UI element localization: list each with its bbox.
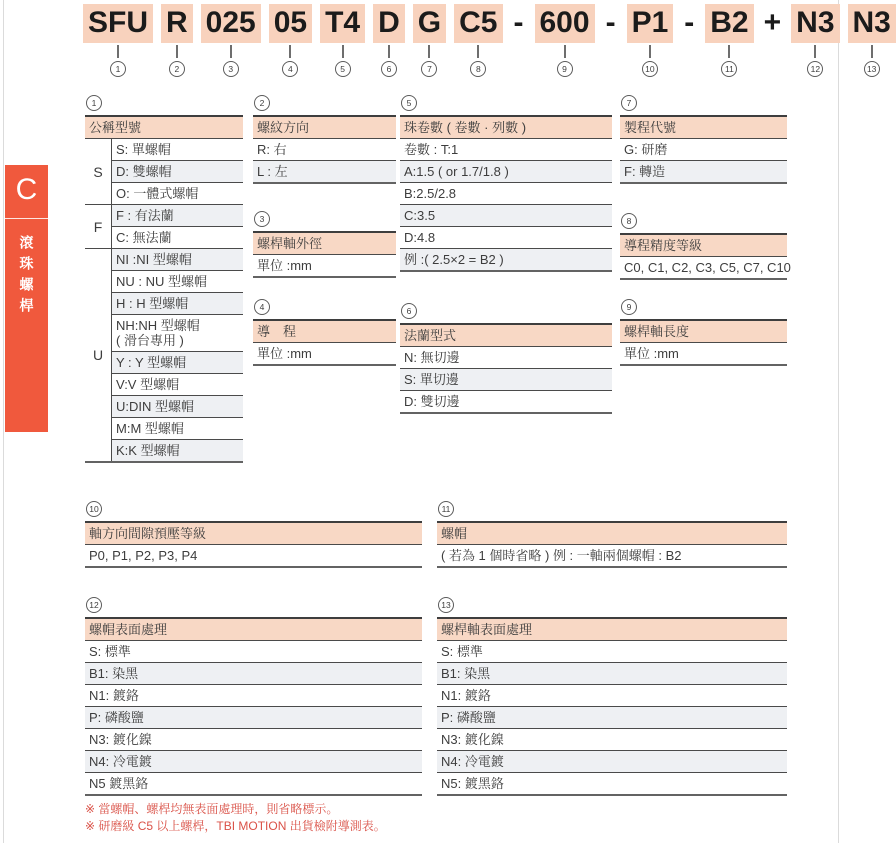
- footer-note-2: ※ 研磨級 C5 以上螺桿，TBI MOTION 出貨檢附導測表。: [85, 819, 386, 833]
- row-text: O: 一體式螺帽: [116, 186, 199, 201]
- model-code-segment: [320, 4, 365, 77]
- table-header: 螺桿軸長度: [620, 321, 787, 343]
- row-text: M:M 型螺帽: [116, 421, 184, 436]
- segment-tick-line: [230, 45, 232, 58]
- table-row: D:4.8: [400, 226, 612, 248]
- table-row: S: 單切邊: [400, 368, 612, 390]
- chapter-label: 滾珠螺桿: [18, 235, 35, 319]
- model-code-segment-text: T4: [320, 4, 365, 43]
- section-lead: [253, 299, 396, 366]
- table-row: [112, 139, 243, 160]
- section-number-badge: 1: [86, 95, 102, 111]
- table-header: 螺桿軸表面處理: [437, 619, 787, 641]
- flange-type-table: [400, 323, 612, 414]
- segment-tick-line: [117, 45, 119, 58]
- model-code-segment: [627, 4, 674, 77]
- segment-tick-line: [728, 45, 730, 58]
- table-row: N5: 鍍黑鉻: [437, 772, 787, 794]
- segment-number-badge: 3: [223, 61, 239, 77]
- model-code-segment-text: +: [763, 6, 782, 39]
- model-code-segment-text: -: [684, 6, 695, 39]
- table-row: F: 轉造: [620, 160, 787, 182]
- table-row: [112, 395, 243, 417]
- model-code-segment: [791, 4, 839, 77]
- table-row: [112, 439, 243, 461]
- table-row: 卷數 : T:1: [404, 142, 459, 157]
- section-shaft-outer-diameter: [253, 211, 396, 278]
- table-row: ( 若為 1 個時省略 ) 例 : 一軸兩個螺帽 : B2: [441, 548, 682, 563]
- section-number-badge: 7: [621, 95, 637, 111]
- table-row: N1: 鍍鉻: [85, 684, 422, 706]
- model-code-segment-text: C5: [454, 4, 502, 43]
- table-row: [112, 205, 243, 226]
- row-text: C: 無法蘭: [116, 230, 172, 245]
- table-row: N5 鍍黑鉻: [85, 772, 422, 794]
- nut-group-s: [85, 139, 243, 204]
- segment-tick-line: [289, 45, 291, 58]
- shaft-outer-diameter-table: [253, 231, 396, 278]
- row-text: V:V 型螺帽: [116, 377, 180, 392]
- page-edge-line-right: [838, 0, 839, 843]
- segment-number-badge: 6: [381, 61, 397, 77]
- table-row: [112, 226, 243, 248]
- table-row: N3: 鍍化鎳: [85, 728, 422, 750]
- model-code-segment-text: N3: [791, 4, 839, 43]
- table-header: 軸方向間隙預壓等級: [85, 523, 422, 545]
- nut-group-u: [85, 248, 243, 461]
- table-row: [112, 249, 243, 270]
- segment-number-badge: 12: [807, 61, 823, 77]
- model-code-segment: [762, 4, 784, 77]
- table-row: [112, 373, 243, 395]
- table-row: P: 磷酸鹽: [85, 706, 422, 728]
- segment-number-badge: 5: [335, 61, 351, 77]
- table-row: D: 雙切邊: [400, 390, 612, 412]
- group-rows: [112, 139, 243, 204]
- table-header: 公稱型號: [85, 117, 243, 139]
- section-shaft-length: [620, 299, 787, 366]
- model-code-segment: [83, 4, 153, 77]
- chapter-label-wrap: [5, 235, 48, 319]
- section-nut-surface-treatment: [85, 597, 422, 796]
- model-code-segment-text: 600: [535, 4, 595, 43]
- table-row: 單位 :mm: [257, 346, 312, 361]
- table-rows: [253, 343, 396, 364]
- table-header: 珠卷數 ( 卷數 · 列數 ): [400, 117, 612, 139]
- model-code-segment-text: B2: [705, 4, 753, 43]
- lead-accuracy-table: [620, 233, 791, 280]
- table-row: [112, 270, 243, 292]
- section-number-badge: 11: [438, 501, 454, 517]
- row-text: S: 單螺帽: [116, 142, 171, 157]
- table-rows: [400, 347, 612, 412]
- preload-class-table: [85, 521, 422, 568]
- table-row: [112, 351, 243, 373]
- section-flange-type: [400, 303, 612, 414]
- table-row: 例 :( 2.5×2 = B2 ): [400, 248, 612, 270]
- ball-circuits-table: [400, 115, 612, 272]
- table-header: 製程代號: [620, 117, 787, 139]
- section-number-badge: 13: [438, 597, 454, 613]
- nut-group-f: [85, 204, 243, 248]
- table-rows: [85, 545, 422, 566]
- group-rows: [112, 205, 243, 248]
- table-row: N: 無切邊: [404, 350, 460, 365]
- model-code-segment-text: 05: [269, 4, 312, 43]
- section-number-badge: 2: [254, 95, 270, 111]
- nominal-model-table: [85, 115, 243, 463]
- group-label: F: [85, 205, 112, 248]
- section-number-badge: 9: [621, 299, 637, 315]
- segment-tick-line: [428, 45, 430, 58]
- section-number-badge: 10: [86, 501, 102, 517]
- model-code-segment: [848, 4, 896, 77]
- section-nut-count: [437, 501, 787, 568]
- footer-notes: [85, 801, 386, 835]
- model-code-segment-text: N3: [848, 4, 896, 43]
- table-rows: [620, 139, 787, 182]
- segment-number-badge: 7: [421, 61, 437, 77]
- segment-tick-line: [649, 45, 651, 58]
- nut-count-table: [437, 521, 787, 568]
- table-row: R: 右: [257, 142, 287, 157]
- table-row: L : 左: [253, 160, 396, 182]
- row-text: NI :NI 型螺帽: [116, 252, 192, 267]
- chapter-tab-divider: [5, 218, 48, 219]
- page-edge-line-left: [3, 0, 4, 843]
- model-code-segment: [269, 4, 312, 77]
- row-text: H : H 型螺帽: [116, 296, 189, 311]
- model-code-segment: [413, 4, 446, 77]
- table-row: 單位 :mm: [624, 346, 679, 361]
- section-thread-direction: [253, 95, 396, 184]
- section-process-code: [620, 95, 787, 184]
- thread-direction-table: [253, 115, 396, 184]
- table-row: S: 標準: [441, 644, 483, 659]
- segment-number-badge: 13: [864, 61, 880, 77]
- shaft-surface-treatment-table: [437, 617, 787, 796]
- table-row: B1: 染黑: [85, 662, 422, 684]
- chapter-letter: C: [15, 173, 38, 206]
- chapter-tab: [5, 165, 48, 432]
- row-text: NU : NU 型螺帽: [116, 274, 208, 289]
- model-code-segment: [705, 4, 753, 77]
- table-row: S: 標準: [89, 644, 131, 659]
- table-row: N4: 冷電鍍: [85, 750, 422, 772]
- table-row: [112, 314, 243, 351]
- model-code-segment-text: R: [161, 4, 193, 43]
- row-text: U:DIN 型螺帽: [116, 399, 195, 414]
- table-row: [112, 292, 243, 314]
- segment-number-badge: 9: [557, 61, 573, 77]
- table-header: 法蘭型式: [400, 325, 612, 347]
- table-rows: [400, 139, 612, 270]
- process-code-table: [620, 115, 787, 184]
- table-header: 螺帽表面處理: [85, 619, 422, 641]
- table-rows: [437, 641, 787, 794]
- row-text: Y : Y 型螺帽: [116, 355, 187, 370]
- model-code-segment: [603, 4, 619, 77]
- lead-table: [253, 319, 396, 366]
- table-header: 螺帽: [437, 523, 787, 545]
- segment-number-badge: 4: [282, 61, 298, 77]
- model-code-segment: [511, 4, 527, 77]
- section-preload-class: [85, 501, 422, 568]
- segment-tick-line: [814, 45, 816, 58]
- segment-tick-line: [176, 45, 178, 58]
- table-row: C0, C1, C2, C3, C5, C7, C10: [624, 260, 791, 275]
- row-text: F : 有法蘭: [116, 208, 174, 223]
- segment-number-badge: 11: [721, 61, 737, 77]
- segment-tick-line: [388, 45, 390, 58]
- table-row: C:3.5: [400, 204, 612, 226]
- group-label: U: [85, 249, 112, 461]
- group-label: S: [85, 139, 112, 204]
- section-number-badge: 5: [401, 95, 417, 111]
- model-code-segment-text: -: [513, 6, 524, 39]
- table-row: [112, 160, 243, 182]
- table-header: 螺紋方向: [253, 117, 396, 139]
- model-code-segment-text: D: [373, 4, 405, 43]
- table-row: [112, 417, 243, 439]
- table-row: 單位 :mm: [257, 258, 312, 273]
- segment-number-badge: 10: [642, 61, 658, 77]
- row-text: D: 雙螺帽: [116, 164, 172, 179]
- segment-number-badge: 8: [470, 61, 486, 77]
- table-row: G: 研磨: [624, 142, 668, 157]
- section-nominal-model: [85, 95, 243, 463]
- model-code-segment: [681, 4, 697, 77]
- table-rows: [85, 641, 422, 794]
- table-row: N3: 鍍化鎳: [437, 728, 787, 750]
- table-row: B:2.5/2.8: [400, 182, 612, 204]
- segment-tick-line: [477, 45, 479, 58]
- model-code-segment: [535, 4, 595, 77]
- model-code-segment-text: SFU: [83, 4, 153, 43]
- section-number-badge: 4: [254, 299, 270, 315]
- table-header: 導程精度等級: [620, 235, 787, 257]
- table-row: B1: 染黑: [437, 662, 787, 684]
- segment-tick-line: [564, 45, 566, 58]
- section-number-badge: 3: [254, 211, 270, 227]
- row-subtext: ( 滑台專用 ): [116, 333, 184, 348]
- model-code-segment-text: G: [413, 4, 446, 43]
- table-rows: [437, 545, 787, 566]
- shaft-length-table: [620, 319, 787, 366]
- model-code-segment-text: -: [605, 6, 616, 39]
- table-row: N4: 冷電鍍: [437, 750, 787, 772]
- nut-surface-treatment-table: [85, 617, 422, 796]
- row-text: K:K 型螺帽: [116, 443, 180, 458]
- table-row: N1: 鍍鉻: [437, 684, 787, 706]
- section-shaft-surface-treatment: [437, 597, 787, 796]
- section-number-badge: 12: [86, 597, 102, 613]
- table-row: A:1.5 ( or 1.7/1.8 ): [400, 160, 612, 182]
- segment-tick-line: [342, 45, 344, 58]
- section-lead-accuracy: [620, 213, 791, 280]
- segment-number-badge: 1: [110, 61, 126, 77]
- table-header: 螺桿軸外徑: [253, 233, 396, 255]
- model-code-strip: [83, 4, 896, 77]
- table-header: 導 程: [253, 321, 396, 343]
- model-code-segment: [161, 4, 193, 77]
- table-row: P0, P1, P2, P3, P4: [89, 548, 198, 563]
- table-row: [112, 182, 243, 204]
- model-code-segment: [454, 4, 502, 77]
- table-rows: [620, 343, 787, 364]
- table-rows: [253, 139, 396, 182]
- table-rows: [253, 255, 396, 276]
- table-row: P: 磷酸鹽: [437, 706, 787, 728]
- model-code-segment: [201, 4, 261, 77]
- footer-note-1: ※ 當螺帽、螺桿均無表面處理時，則省略標示。: [85, 802, 339, 816]
- section-number-badge: 6: [401, 303, 417, 319]
- segment-number-badge: 2: [169, 61, 185, 77]
- row-text: NH:NH 型螺帽: [116, 318, 200, 333]
- section-ball-circuits: [400, 95, 612, 272]
- section-number-badge: 8: [621, 213, 637, 229]
- model-code-segment: [373, 4, 405, 77]
- table-rows: [620, 257, 791, 278]
- model-code-segment-text: P1: [627, 4, 674, 43]
- group-rows: [112, 249, 243, 461]
- segment-tick-line: [871, 45, 873, 58]
- model-code-segment-text: 025: [201, 4, 261, 43]
